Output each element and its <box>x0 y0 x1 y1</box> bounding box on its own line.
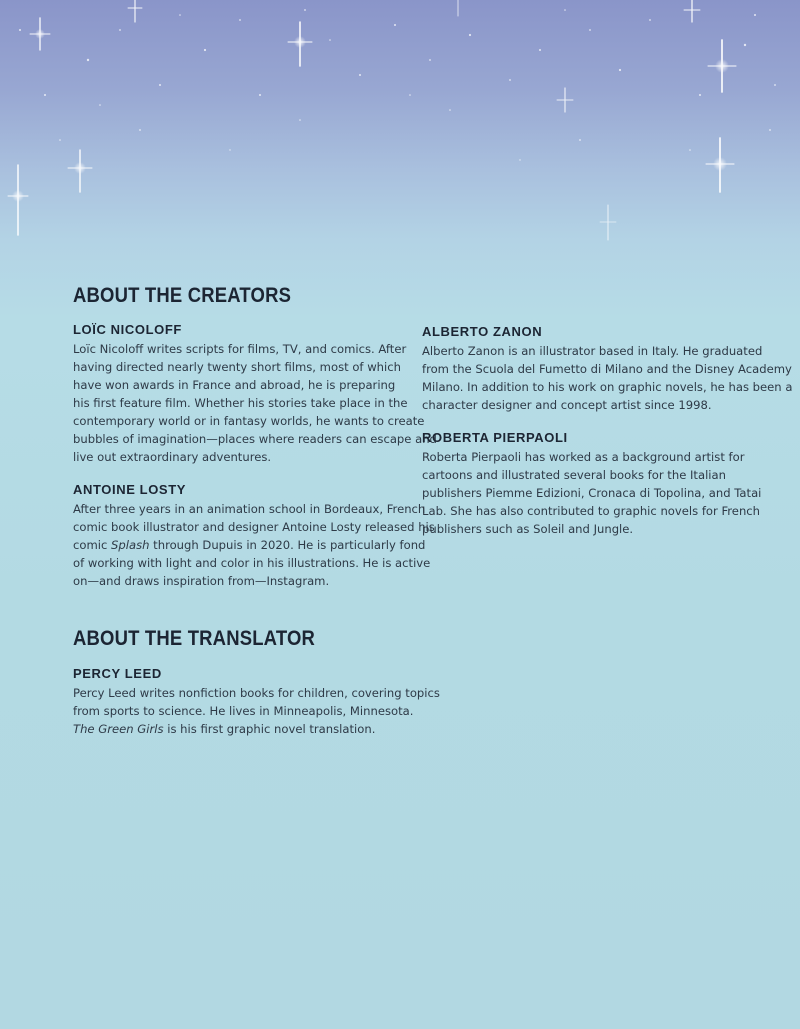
creator-bio-text <box>422 448 761 538</box>
starry-sky-background <box>0 0 800 300</box>
bio-line: from the Scuola del Fumetto di Milano and the Disney Academy <box>422 362 792 376</box>
bio-line: live out extraordinary adventures. <box>73 450 272 464</box>
bio-line: Percy Leed writes nonfiction books for children, covering topics <box>73 686 440 700</box>
translator-heading: ABOUT THE TRANSLATOR <box>73 627 316 650</box>
bio-line: character designer and concept artist since 1998. <box>422 398 712 412</box>
creators-heading: ABOUT THE CREATORS <box>73 284 292 307</box>
creator-name: LOÏC NICOLOFF <box>73 322 182 337</box>
bio-text: is his first graphic novel translation. <box>163 722 376 736</box>
translator-bio-text <box>73 684 440 738</box>
bio-line: Milano. In addition to his work on graphic novels, he has been a <box>422 380 793 394</box>
creator-bio-text <box>73 340 437 466</box>
book-title: The Green Girls <box>73 722 164 736</box>
creator-bio-text <box>73 500 435 590</box>
creator-bio-roberta-pierpaoli <box>422 430 761 538</box>
bio-line: his first feature film. Whether his stories take place in the <box>73 396 408 410</box>
bio-text: through Dupuis in 2020. He is particularly fond <box>149 538 426 552</box>
bio-line: from sports to science. He lives in Minneapolis, Minnesota. <box>73 704 414 718</box>
bio-line: Alberto Zanon is an illustrator based in Italy. He graduated <box>422 344 763 358</box>
creator-name: ANTOINE LOSTY <box>73 482 187 497</box>
creator-bio-antoine-losty <box>73 482 435 590</box>
bio-text: comic <box>73 538 112 552</box>
bio-line: cartoons and illustrated several books for the Italian <box>422 468 726 482</box>
book-title: Splash <box>111 538 150 552</box>
bio-line: contemporary world or in fantasy worlds, he wants to create <box>73 414 425 428</box>
creator-name: ALBERTO ZANON <box>422 324 543 339</box>
bio-line: having directed nearly twenty short films, most of which <box>73 360 401 374</box>
bio-line: Roberta Pierpaoli has worked as a background artist for <box>422 450 745 464</box>
bio-line <box>73 720 440 738</box>
translator-bio-percy-leed <box>73 666 440 738</box>
bio-line: comic book illustrator and designer Antoine Losty released his <box>73 520 435 534</box>
creator-bio-alberto-zanon <box>422 324 792 414</box>
creator-name: ROBERTA PIERPAOLI <box>422 430 568 445</box>
bio-line: bubbles of imagination—places where readers can escape and <box>73 432 437 446</box>
bio-line: on—and draws inspiration from—Instagram. <box>73 574 330 588</box>
bio-line: have won awards in France and abroad, he is preparing <box>73 378 396 392</box>
bio-line: publishers Piemme Edizioni, Cronaca di Topolina, and Tatai <box>422 486 762 500</box>
bio-line <box>73 536 435 554</box>
creator-bio-text <box>422 342 792 414</box>
translator-name: PERCY LEED <box>73 666 162 681</box>
bio-line: Loïc Nicoloff writes scripts for films, TV, and comics. After <box>73 342 407 356</box>
bio-line: Lab. She has also contributed to graphic novels for French <box>422 504 761 518</box>
bio-line: of working with light and color in his illustrations. He is active <box>73 556 431 570</box>
bio-line: After three years in an animation school in Bordeaux, French <box>73 502 426 516</box>
bio-line: publishers such as Soleil and Jungle. <box>422 522 634 536</box>
creator-bio-loic-nicoloff <box>73 322 437 466</box>
